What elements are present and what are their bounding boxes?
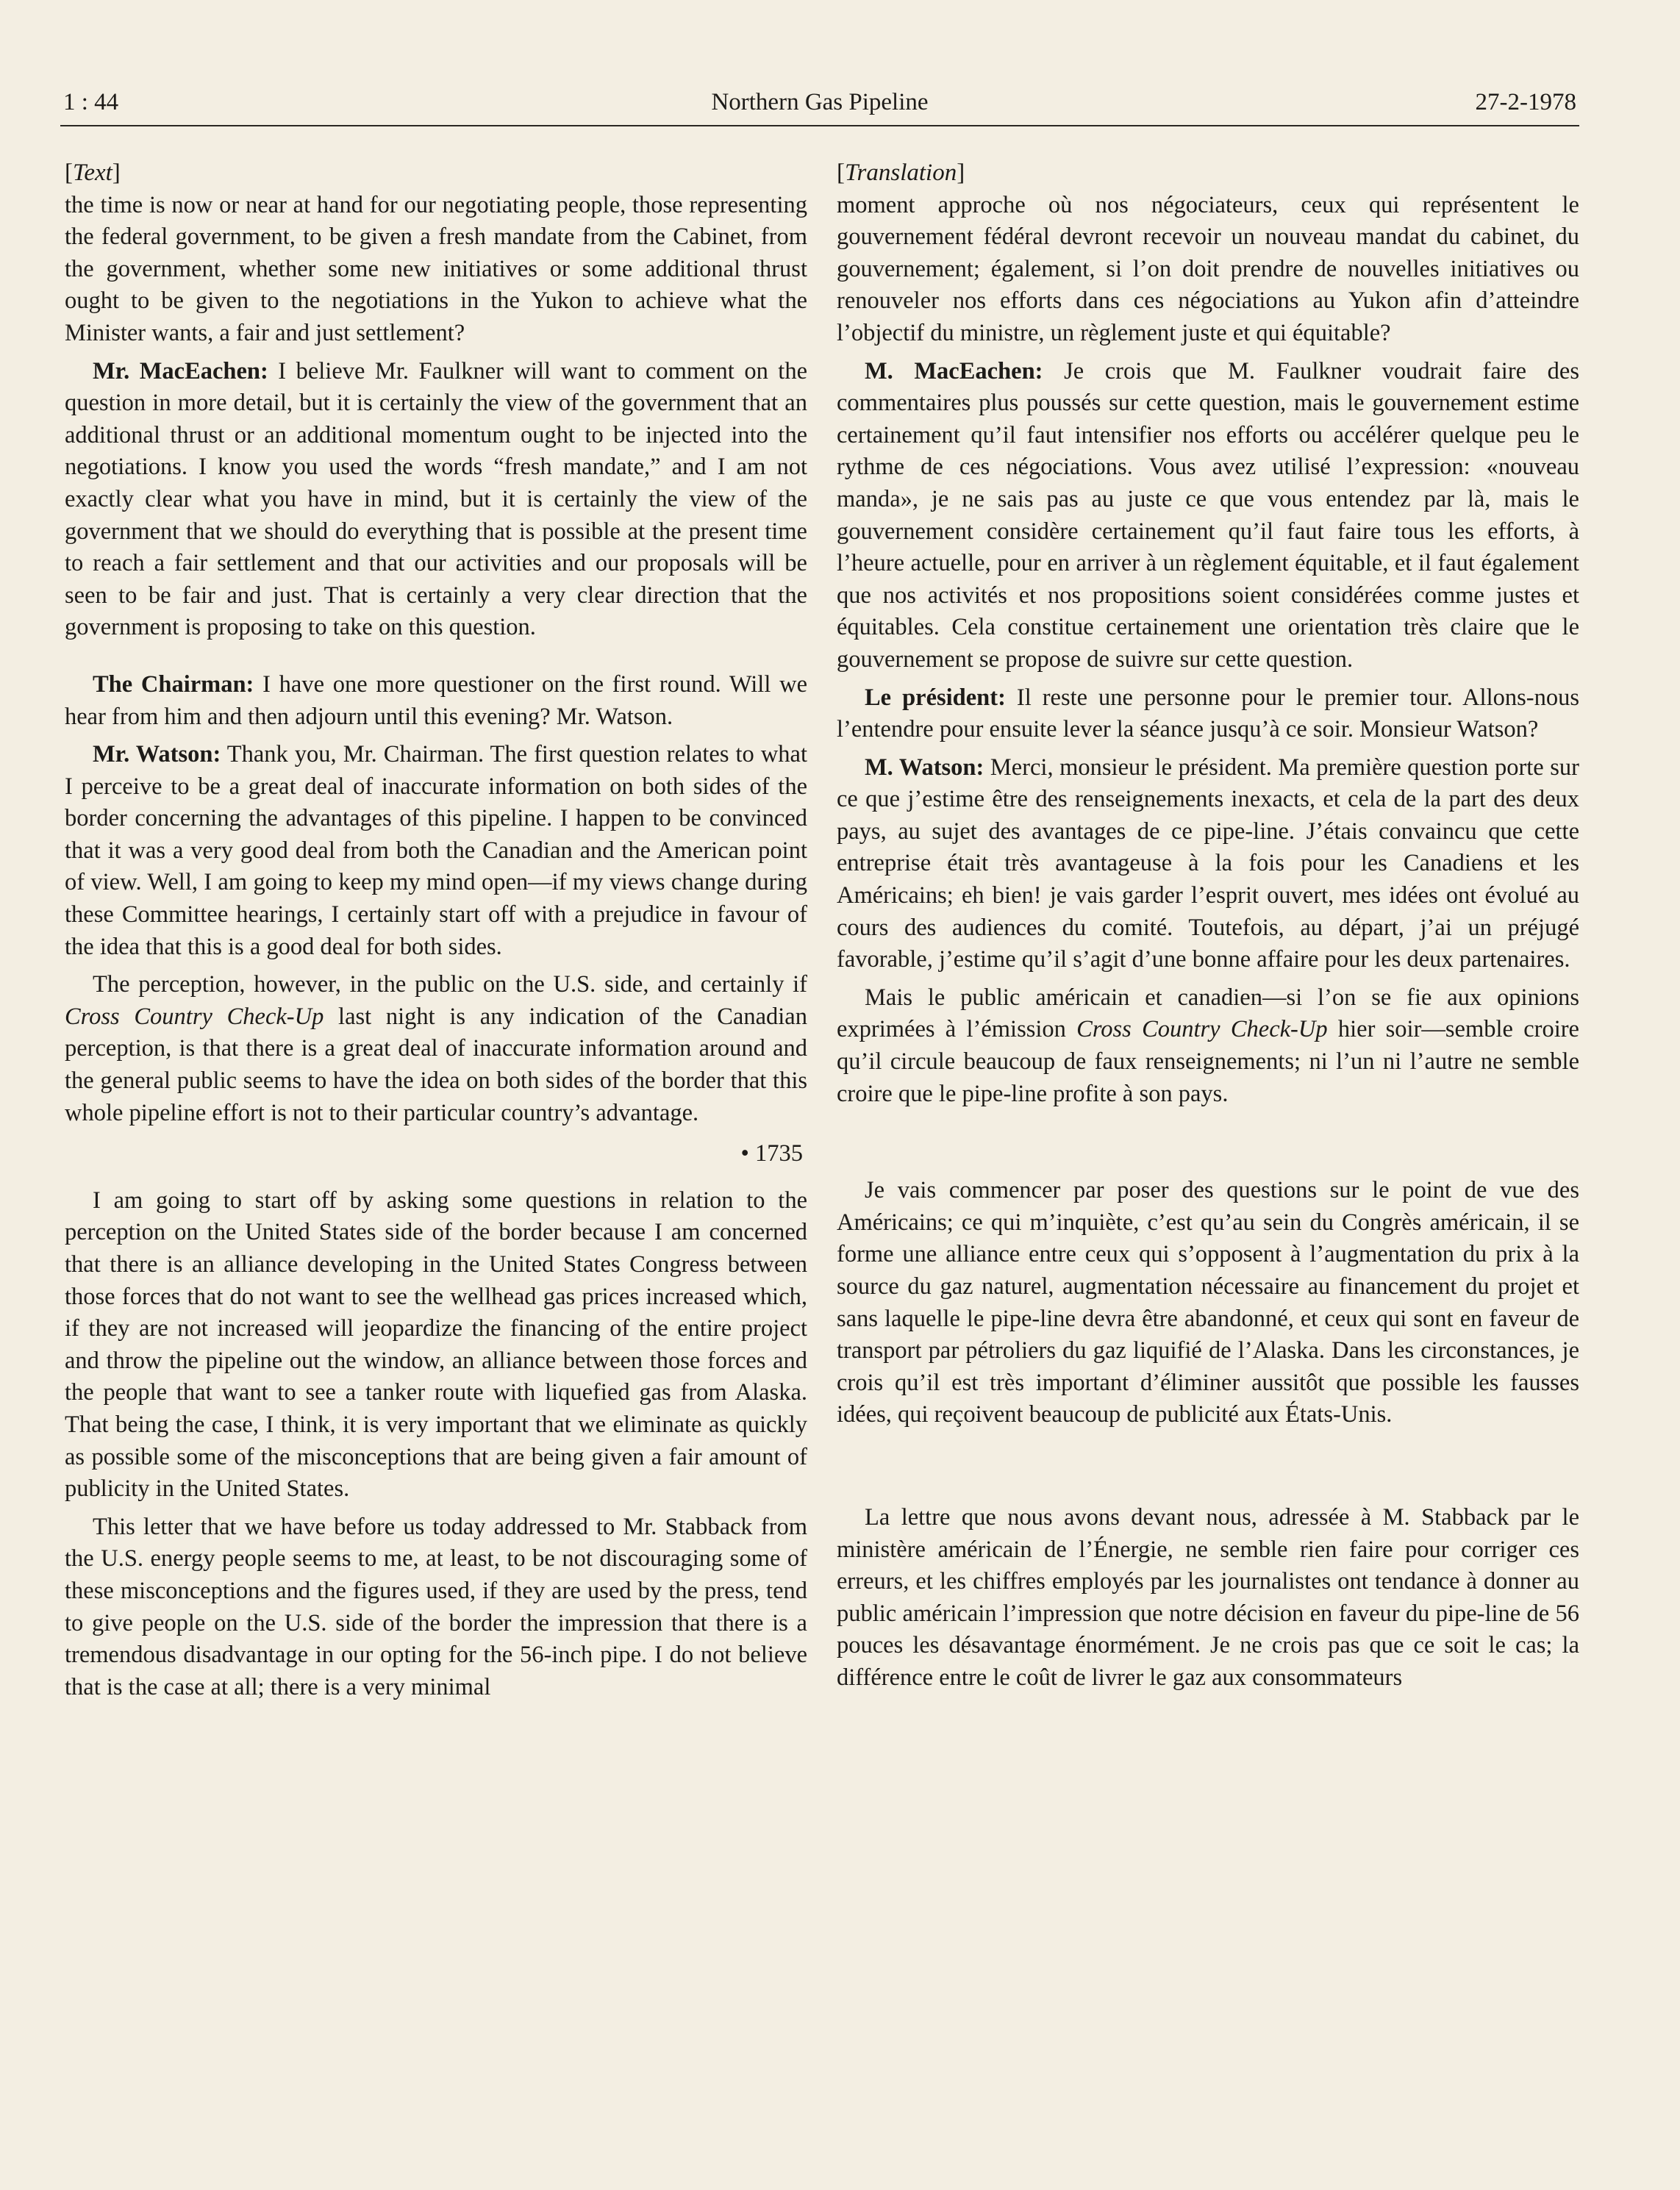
speaker-name: The Chairman: [93,670,254,698]
english-column [65,157,807,1703]
time-marker: • 1735 [740,1140,803,1167]
french-column [837,157,1579,1695]
paragraph: I am going to start off by asking some questions in relation to the perception on the United States side of the border because I am concerned that there is an alliance developing in the United States Congress between those forces that do not want to see the wellhead gas prices increased which, if they are not increased will jeopardize the financing of the entire project and throw the pipeline out the window, an alliance between those forces and the people that want to see a tanker route with liquefied gas from Alaska. That being the case, I think, it is very important that we eliminate as quickly as possible some of the misconceptions that are being given a fair amount of publicity in the United States. [65,1187,807,1503]
paragraph: This letter that we have before us today addressed to Mr. Stabback from the U.S. energy people seems to me, at least, to be not discouraging some of these misconceptions and the figures used, if they are used by the press, tend to give people on the U.S. side of the border the impression that there is a tremendous disadvantage in our opting for the 56-inch pipe. I do not believe that is the case at all; there is a very minimal [65,1513,807,1700]
speech-paragraph: M. MacEachen: Je crois que M. Faulkner voudrait faire des commentaires plus poussés sur cette question, mais le gouvernement estime certainement qu’il faut intensifier nos efforts ou accélérer quelque peu le rythme de ces négociations. Vous avez utilisé l’expression: «nouveau manda», je ne sais pas au juste ce que vous entendez par là, mais le gouvernement considère certainement qu’il faut faire tous les efforts, à l’heure actuelle, pour en arriver à un règlement équitable, et il faut également que nos activités et nos propositions soient considérées comme justes et équitables. Cela constitue certainement une orientation très claire que le gouvernement se propose de suivre sur cette question. [837,357,1579,673]
publication-title: Northern Gas Pipeline [711,89,929,115]
speech-paragraph: Mr. Watson: Thank you, Mr. Chairman. The first question relates to what I perceive to be a great deal of inaccurate information on both sides of the border concerning the advantages of this pipeline. I happen to be convinced that it was a very good deal from both the Canadian and the American point of view. Well, I am going to keep my mind open—if my views change during these Committee hearings, I certainly start off with a prejudice in favour of the idea that this is a good deal for both sides. [65,741,807,960]
speaker-name: M. Watson: [865,754,984,781]
paragraph: Mais le public américain et canadien—si l’on se fie aux opinions exprimées à l’émission Cross Country Check-Up hier soir—semble croire qu’il circule beaucoup de faux renseignements; ni l’un ni l’autre ne semble croire que le pipe-line profite à son pays. [837,984,1579,1107]
paragraph: moment approche où nos négociateurs, ceux qui représentent le gouvernement fédéral devront recevoir un nouveau mandat du cabinet, du gouvernement; également, si l’on doit prendre de nouvelles initiatives ou renouveler nos efforts dans ces négociations au Yukon afin d’atteindre l’objectif du ministre, un règlement juste et qui équitable? [837,191,1579,346]
paragraph: the time is now or near at hand for our negotiating people, those representing the federal government, to be given a fresh mandate from the Cabinet, from the government, whether some new initiatives or some additional thrust ought to be given to the negotiations in the Yukon to achieve what the Minister wants, a fair and just settlement? [65,191,807,346]
speaker-name: M. MacEachen: [865,357,1043,384]
text-tag: [Text] [65,160,121,186]
page-number: 1 : 44 [63,89,119,115]
paragraph: Je vais commencer par poser des questions sur le point de vue des Américains; ce qui m’inquiète, c’est qu’au sein du Congrès américain, il se forme une alliance entre ceux qui s’opposent à l’augmentation du prix à la source du gaz naturel, augmentation nécessaire au financement du projet et sans laquelle le pipe-line devra être abandonné, et ceux qui sont en faveur de transport par pétroliers du gaz liquifié de l’Alaska. Dans les circonstances, je crois qu’il est très important d’éliminer aussitôt que possible les fausses idées, qui reçoivent beaucoup de publicité aux États-Unis. [837,1177,1579,1428]
header-date: 27-2-1978 [1475,89,1576,115]
speech-paragraph: M. Watson: Merci, monsieur le président. Ma première question porte sur ce que j’estime être des renseignements inexacts, et cela de la part des deux pays, au sujet des avantages de ce pipe-line. J’étais convaincu que cette entreprise était très avantageuse à la fois pour les Canadiens et les Américains; eh bien! je vais garder l’esprit ouvert, mes idées ont évolué au cours des audiences du comité. Toutefois, au départ, j’ai un préjugé favorable, j’estime qu’il s’agit d’une bonne affaire pour les deux partenaires. [837,754,1579,973]
speech-paragraph: Le président: Il reste une personne pour le premier tour. Allons-nous l’entendre pour ensuite lever la séance jusqu’à ce soir. Monsieur Watson? [837,684,1579,743]
speaker-name: Le président: [865,684,1006,711]
speech-paragraph: The Chairman: I have one more questioner on the first round. Will we hear from him and then adjourn until this evening? Mr. Watson. [65,670,807,730]
paragraph: La lettre que nous avons devant nous, adressée à M. Stabback par le ministère américain de l’Énergie, ne semble rien faire pour corriger ces erreurs, et les chiffres employés par les journalistes ont tendance à donner au public américain l’impression que notre décision en faveur du pipe-line de 56 pouces les désavantage énormément. Je ne crois pas que ce soit le cas; la différence entre le coût de livrer le gaz aux consommateurs [837,1503,1579,1691]
speaker-name: Mr. Watson: [93,741,221,768]
speech-paragraph: Mr. MacEachen: I believe Mr. Faulkner will want to comment on the question in more detail, but it is certainly the view of the government that an additional thrust or an additional momentum ought to be injected into the negotiations. I know you used the words “fresh mandate,” and I am not exactly clear what you have in mind, but it is certainly the view of the government that we should do everything that is possible at the present time to reach a fair settlement and that our activities and our proposals will be seen to be fair and just. That is certainly a very clear direction that the government is proposing to take on this question. [65,357,807,641]
program-title: Cross Country Check-Up [65,1003,324,1030]
speaker-name: Mr. MacEachen: [93,357,268,384]
paragraph: The perception, however, in the public on the U.S. side, and certainly if Cross Country Check-Up last night is any indication of the Canadian perception, is that there is a great deal of inaccurate information around and the general public seems to have the idea on both sides of the border that this whole pipeline effort is not to their particular country’s advantage. [65,971,807,1126]
translation-tag: [Translation] [837,160,965,186]
running-header [60,74,1579,126]
program-title: Cross Country Check-Up [1076,1016,1328,1043]
